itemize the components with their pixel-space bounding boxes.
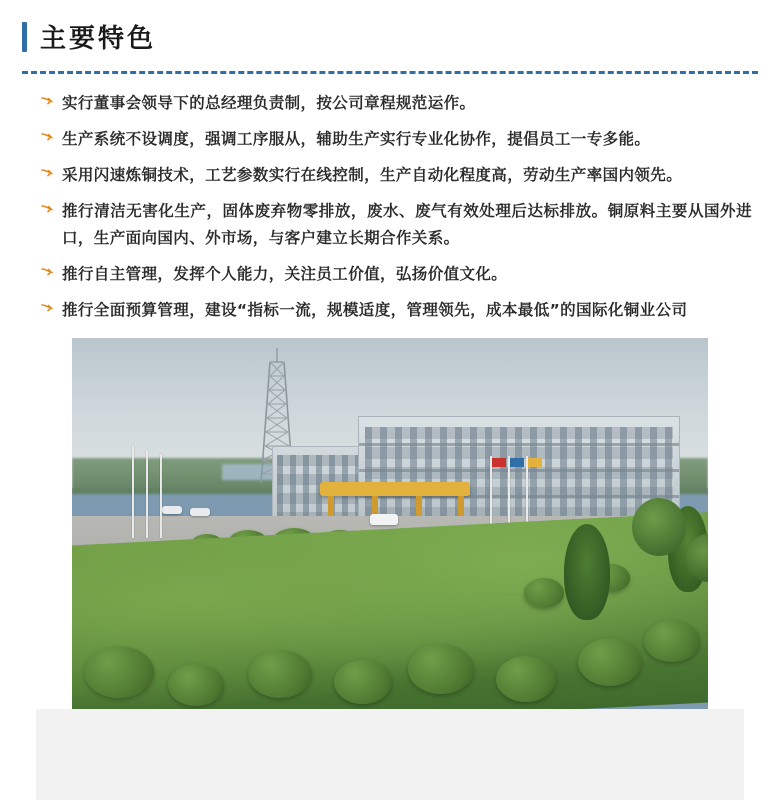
flag — [510, 458, 524, 467]
list-item-text: 采用闪速炼铜技术，工艺参数实行在线控制，生产自动化程度高，劳动生产率国内领先。 — [62, 166, 683, 184]
list-item — [40, 261, 752, 288]
list-item — [40, 297, 752, 324]
flag-pole — [146, 450, 148, 538]
flag-pole — [160, 454, 162, 538]
flag-pole — [132, 446, 134, 538]
shrub — [408, 644, 474, 694]
floor-line — [359, 469, 679, 472]
factory-photo — [72, 338, 708, 709]
shrub — [248, 650, 312, 698]
shrub — [524, 578, 564, 608]
list-item — [40, 198, 752, 252]
arrow-bullet-icon — [40, 167, 54, 181]
parked-car — [190, 508, 210, 516]
list-item — [40, 126, 752, 153]
accent-bar — [22, 22, 27, 52]
flag — [492, 458, 506, 467]
parked-van — [370, 514, 398, 525]
main-building-windows — [365, 427, 673, 519]
bottom-spacer-band — [36, 709, 744, 800]
list-item-text: 推行自主管理，发挥个人能力，关注员工价值，弘扬价值文化。 — [62, 265, 508, 283]
shrub — [168, 664, 224, 706]
shrub — [644, 620, 700, 662]
conifer-tree — [564, 524, 610, 620]
arrow-bullet-icon — [40, 131, 54, 145]
shrub — [578, 638, 642, 686]
dashed-divider — [22, 71, 758, 74]
arrow-bullet-icon — [40, 266, 54, 280]
flag — [528, 458, 542, 467]
photo-canvas — [72, 338, 708, 709]
arrow-bullet-icon — [40, 302, 54, 316]
arrow-bullet-icon — [40, 203, 54, 217]
shrub — [334, 660, 392, 704]
tree — [632, 498, 686, 556]
list-item-text: 推行清洁无害化生产，固体废弃物零排放，废水、废气有效处理后达标排放。铜原料主要从国外进口，生产面向国内、外市场，与客户建立长期合作关系。 — [62, 202, 752, 247]
shrub — [496, 656, 556, 702]
list-item-text: 推行全面预算管理，建设“指标一流，规模适度，管理领先，成本最低”的国际化铜业公司 — [62, 301, 688, 319]
list-item-text: 实行董事会领导下的总经理负责制，按公司章程规范运作。 — [62, 94, 476, 112]
section-header — [0, 0, 780, 63]
feature-list — [0, 90, 780, 324]
floor-line — [359, 443, 679, 446]
parked-car — [162, 506, 182, 514]
page-title: 主要特色 — [40, 24, 157, 54]
list-item — [40, 162, 752, 189]
list-item — [40, 90, 752, 117]
entrance-canopy — [320, 482, 470, 496]
shrub — [84, 646, 154, 698]
arrow-bullet-icon — [40, 95, 54, 109]
list-item-text: 生产系统不设调度，强调工序服从，辅助生产实行专业化协作，提倡员工一专多能。 — [62, 130, 651, 148]
